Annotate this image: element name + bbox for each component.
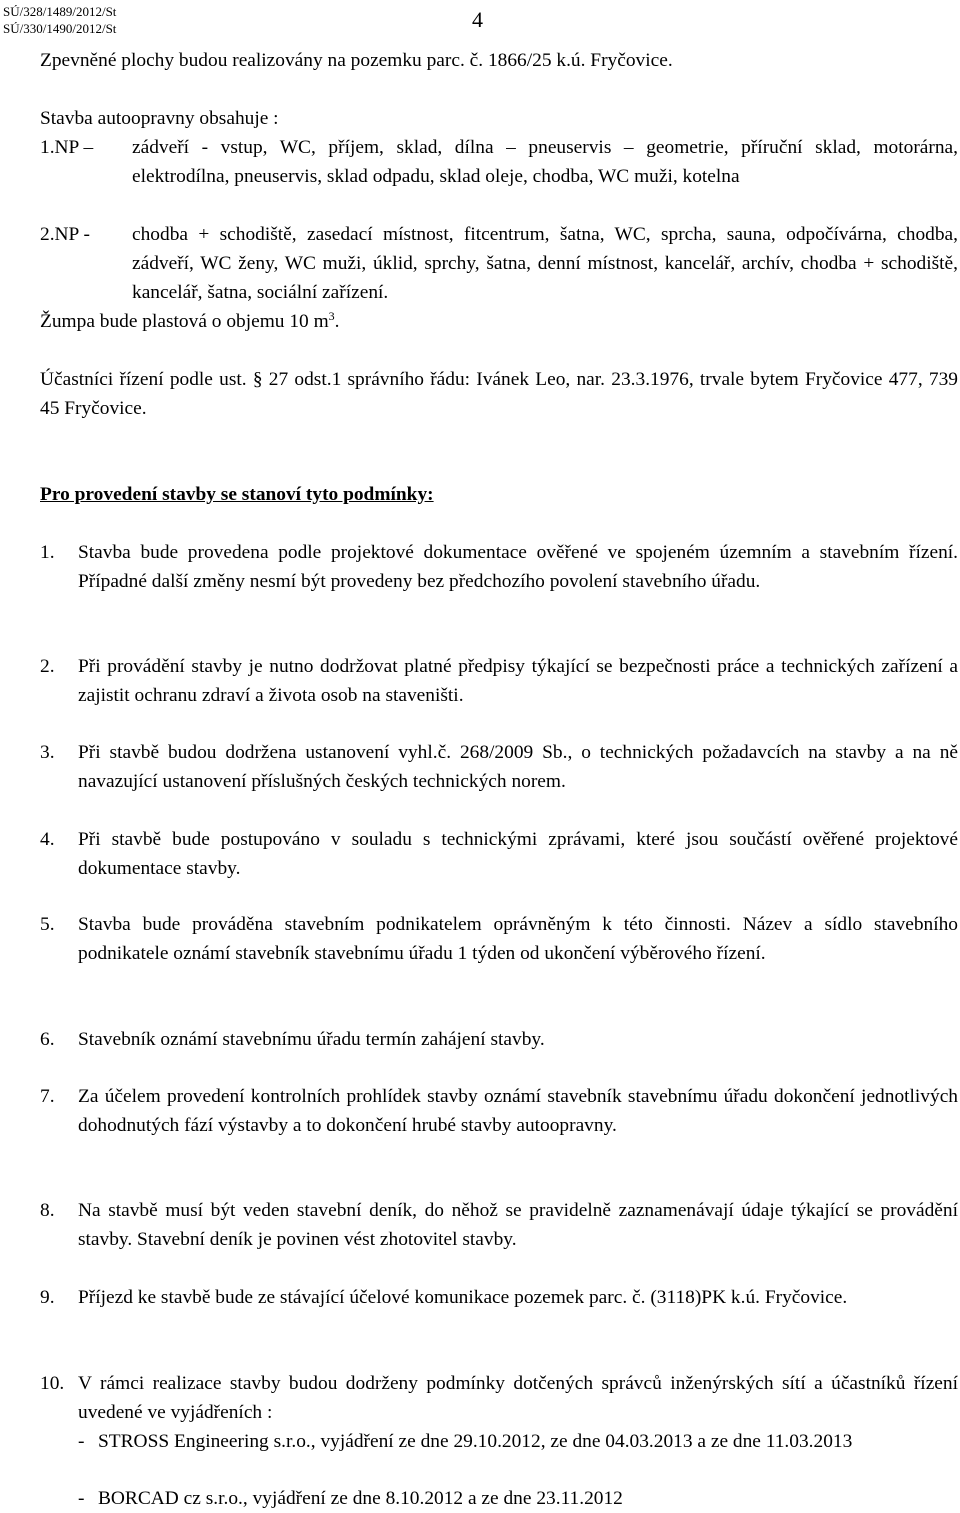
floor-1-item (40, 133, 958, 191)
condition-item (40, 1283, 958, 1312)
file-reference-2: SÚ/330/1490/2012/St (3, 21, 117, 36)
condition-number: 7. (40, 1086, 55, 1107)
paved-areas-sentence: Zpevněné plochy budou realizovány na pozemku parc. č. 1866/25 k.ú. Fryčovice. (40, 50, 673, 71)
floor-2-label: 2.NP - (40, 224, 90, 245)
contents-title: Stavba autoopravny obsahuje : (40, 108, 279, 129)
opinion-text: BORCAD cz s.r.o., vyjádření ze dne 8.10.2012 a ze dne 23.11.2012 (98, 1488, 623, 1509)
condition-number: 10. (40, 1373, 65, 1394)
condition-text: Za účelem provedení kontrolních prohlídek stavby oznámí stavebník stavebnímu úřadu dokončení jednotlivých dohodnutých fází výstavby a to dokončení hrubé stavby autoopravny. (78, 1086, 958, 1136)
superscript: 3 (328, 309, 335, 323)
file-reference-1: SÚ/328/1489/2012/St (3, 4, 117, 19)
septic-tank-sentence (40, 307, 958, 336)
condition-item (40, 538, 958, 596)
condition-item (40, 1369, 958, 1427)
list-dash: - (78, 1431, 85, 1452)
condition-item (40, 652, 958, 710)
condition-number: 5. (40, 914, 55, 935)
condition-item (40, 1082, 958, 1140)
condition-text: Stavebník oznámí stavebnímu úřadu termín zahájení stavby. (78, 1029, 545, 1050)
condition-text: Při stavbě budou dodržena ustanovení vyhl.č. 268/2009 Sb., o technických požadavcích na stavby a na ně navazující ustanovení příslušných českých technických norem. (78, 742, 958, 792)
conditions-heading: Pro provedení stavby se stanoví tyto podmínky: (40, 484, 434, 505)
condition-text: Stavba bude prováděna stavebním podnikatelem oprávněným k této činnosti. Název a sídlo stavebního podnikatele oznámí stavebník stavebnímu úřadu 1 týden od ukončení výběrového řízení. (78, 914, 958, 964)
condition-number: 9. (40, 1287, 55, 1308)
participants-paragraph: Účastníci řízení podle ust. § 27 odst.1 správního řádu: Ivánek Leo, nar. 23.3.1976, trvale bytem Fryčovice 477, 739 45 Fryčovice. (40, 369, 958, 419)
condition-number: 3. (40, 742, 55, 763)
condition-text: Při stavbě bude postupováno v souladu s technickými zprávami, které jsou součástí ověřené projektové dokumentace stavby. (78, 829, 958, 879)
condition-text: Při provádění stavby je nutno dodržovat platné předpisy týkající se bezpečnosti práce a technických zařízení a zajistit ochranu zdraví a života osob na staveništi. (78, 656, 958, 706)
condition-number: 1. (40, 542, 55, 563)
septic-tank-text: Žumpa bude plastová o objemu 10 m (40, 311, 329, 332)
condition-number: 2. (40, 656, 55, 677)
floor-2-item (40, 220, 958, 307)
floor-1-label: 1.NP – (40, 137, 94, 158)
list-dash: - (78, 1488, 85, 1509)
condition-item (40, 825, 958, 883)
floor-2-text: chodba + schodiště, zasedací místnost, fitcentrum, šatna, WC, sprcha, sauna, odpočívárna, chodba, zádveří, WC ženy, WC muži, úklid, sprchy, šatna, denní místnost, kancelář, archív, chodba + schodiště, kancelář, šatna, sociální zařízení. (132, 224, 958, 303)
condition-number: 6. (40, 1029, 55, 1050)
floor-1-text: zádveří - vstup, WC, příjem, sklad, dílna – pneuservis – geometrie, příruční sklad, motorárna, elektrodílna, pneuservis, sklad odpadu, sklad oleje, chodba, WC muži, kotelna (132, 137, 958, 187)
page-number: 4 (472, 7, 483, 32)
condition-item (40, 1025, 958, 1054)
opinion-text: STROSS Engineering s.r.o., vyjádření ze dne 29.10.2012, ze dne 04.03.2013 a ze dne 11.03.2013 (98, 1431, 853, 1452)
condition-text: Stavba bude provedena podle projektové dokumentace ověřené ve spojeném územním a stavebním řízení. Případné další změny nesmí být provedeny bez předchozího povolení stavebního úřadu. (78, 542, 958, 592)
opinion-list-item (78, 1484, 958, 1513)
opinion-list-item (78, 1427, 958, 1456)
condition-text: V rámci realizace stavby budou dodrženy podmínky dotčených správců inženýrských sítí a účastníků řízení uvedené ve vyjádřeních : (78, 1373, 958, 1423)
condition-item (40, 1196, 958, 1254)
condition-text: Příjezd ke stavbě bude ze stávající účelové komunikace pozemek parc. č. (3118)PK k.ú. Fryčovice. (78, 1287, 848, 1308)
condition-text: Na stavbě musí být veden stavební deník, do něhož se pravidelně zaznamenávají údaje týkající se provádění stavby. Stavební deník je povinen vést zhotovitel stavby. (78, 1200, 958, 1250)
condition-item (40, 738, 958, 796)
condition-number: 4. (40, 829, 55, 850)
condition-item (40, 910, 958, 968)
septic-tank-end: . (334, 311, 340, 332)
condition-number: 8. (40, 1200, 55, 1221)
